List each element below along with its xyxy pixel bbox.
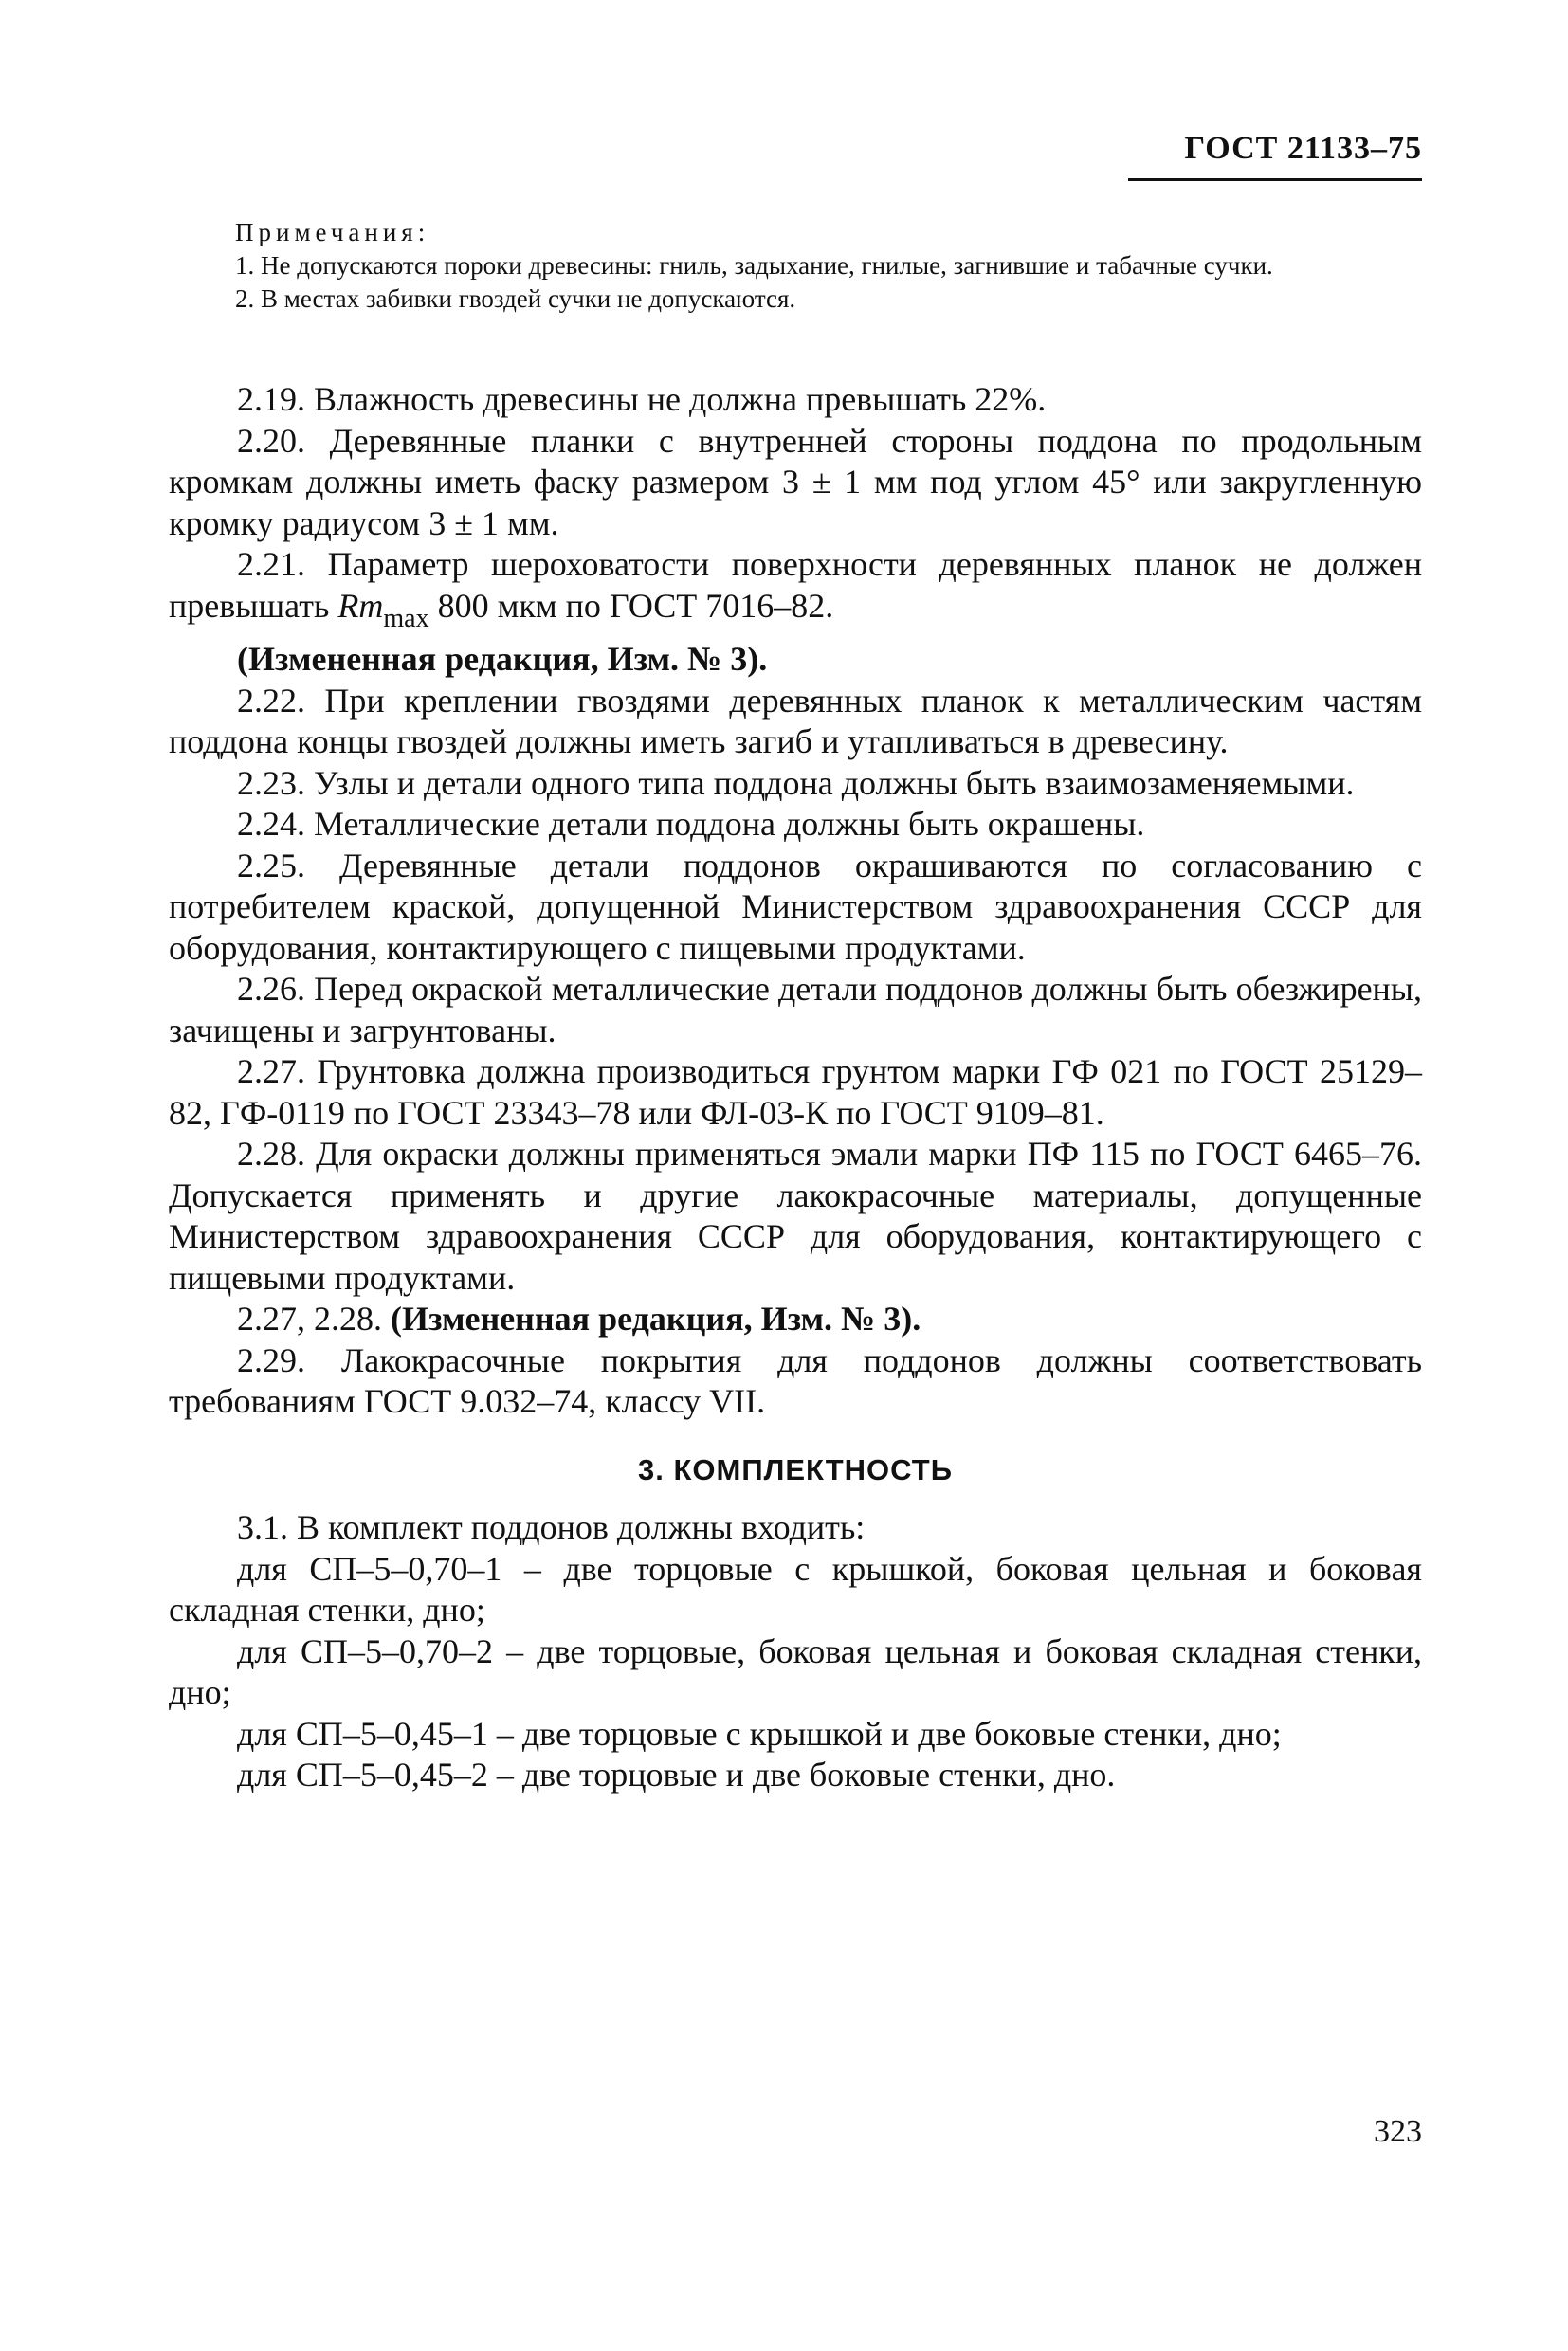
kit-item-3: для СП–5–0,45–1 – две торцовые с крышкой и две боковые стенки, дно;: [237, 1714, 1282, 1753]
clause-2-23: 2.23. Узлы и детали одного типа поддона должны быть взаимозаменяемыми.: [237, 763, 1355, 802]
kit-item-4: для СП–5–0,45–2 – две торцовые и две боковые стенки, дно.: [237, 1756, 1116, 1794]
body-text: [169, 379, 1422, 1796]
clause-2-24: 2.24. Металлические детали поддона должны быть окрашены.: [237, 805, 1145, 843]
page-number: 323: [1374, 2114, 1422, 2149]
notes-title: Примечания:: [235, 218, 430, 246]
amendment-note-2-27-2-28: (Измененная редакция, Изм. № 3).: [391, 1300, 921, 1338]
clause-2-21-text: 2.21. Параметр шероховатости поверхности деревянных планок не должен превышать: [169, 545, 1422, 625]
note-item-2: 2. В местах забивки гвоздей сучки не допускаются.: [235, 284, 796, 313]
header-rule: [1128, 178, 1422, 181]
clause-2-20: 2.20. Деревянные планки с внутренней стороны поддона по продольным кромкам должны иметь фаску размером 3 ± 1 мм под углом 45° или закругленную кромку радиусом 3 ± 1 мм.: [169, 421, 1422, 542]
clause-2-28: 2.28. Для окраски должны применяться эмали марки ПФ 115 по ГОСТ 6465–76. Допускается применять и другие лакокрасочные материалы, допущенные Министерством здравоохранения СССР для оборудования, контактирующего с пищевыми продуктами.: [169, 1135, 1422, 1297]
section-3-title: 3. КОМПЛЕКТНОСТЬ: [638, 1452, 953, 1486]
clause-2-27-2-28-ref: [169, 1299, 1422, 1340]
clause-2-29: 2.29. Лакокрасочные покрытия для поддонов должны соответствовать требованиям ГОСТ 9.032–74, классу VII.: [169, 1340, 1422, 1420]
clause-2-26: 2.26. Перед окраской металлические детали поддонов должны быть обезжирены, зачищены и загрунтованы.: [169, 970, 1422, 1049]
clause-2-27: 2.27. Грунтовка должна производиться грунтом марки ГФ 021 по ГОСТ 25129–82, ГФ-0119 по ГОСТ 23343–78 или ФЛ-03-К по ГОСТ 9109–81.: [169, 1052, 1422, 1132]
amendment-note-2-21: (Измененная редакция, Изм. № 3).: [237, 640, 768, 678]
clause-2-22: 2.22. При креплении гвоздями деревянных планок к металлическим частям поддона концы гвоздей должны иметь загиб и утапливаться в древесину.: [169, 681, 1422, 760]
clause-3-1: 3.1. В комплект поддонов должны входить:: [237, 1508, 866, 1546]
clause-2-19: 2.19. Влажность древесины не должна превышать 22%.: [237, 380, 1047, 418]
clause-2-25: 2.25. Деревянные детали поддонов окрашиваются по согласованию с потребителем краской, допущенной Министерством здравоохранения СССР для оборудования, контактирующего с пищевыми продуктами.: [169, 846, 1422, 967]
note-item-1: 1. Не допускаются пороки древесины: гниль, задыхание, гнилые, загнившие и табачные сучки.: [235, 251, 1273, 280]
roughness-symbol: Rm: [337, 586, 384, 625]
roughness-subscript: max: [383, 603, 429, 633]
clause-ref: 2.27, 2.28.: [237, 1300, 391, 1338]
clause-2-21: [169, 544, 1422, 639]
kit-item-2: для СП–5–0,70–2 – две торцовые, боковая цельная и боковая складная стенки, дно;: [169, 1631, 1422, 1711]
document-code-header: ГОСТ 21133–75: [1184, 131, 1422, 166]
clause-2-21-value: 800 мкм по ГОСТ 7016–82.: [428, 586, 834, 625]
notes-block: [169, 216, 1422, 316]
kit-item-1: для СП–5–0,70–1 – две торцовые с крышкой, боковая цельная и боковая складная стенки, дно;: [169, 1549, 1422, 1629]
